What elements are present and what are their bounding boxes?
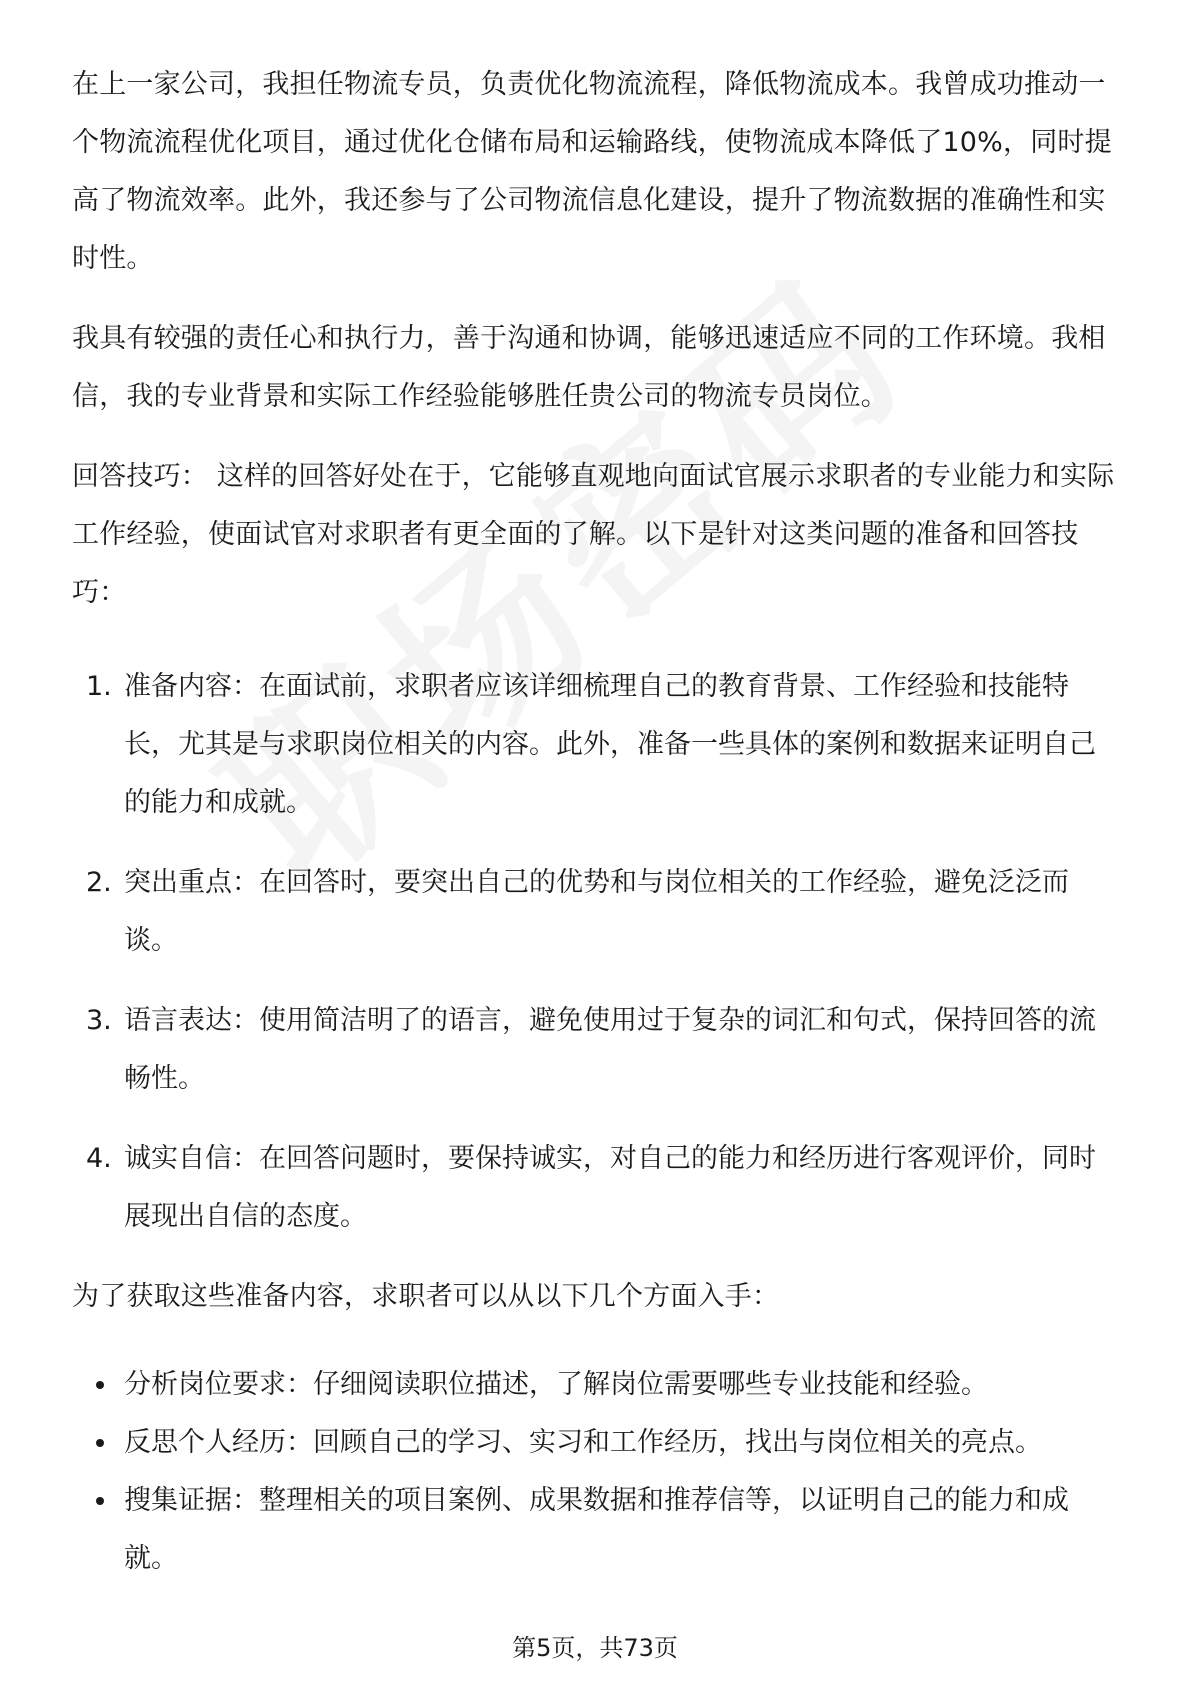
bullet-dot-icon xyxy=(96,1381,104,1389)
list-item-text: 诚实自信：在回答问题时，要保持诚实，对自己的能力和经历进行客观评价，同时展现出自信的态度。 xyxy=(124,1143,1096,1232)
list-number: 1. xyxy=(86,671,112,702)
paragraph-self-assessment: 我具有较强的责任心和执行力，善于沟通和协调，能够迅速适应不同的工作环境。我相信，我的专业背景和实际工作经验能够胜任贵公司的物流专员岗位。 xyxy=(72,323,1106,412)
list-item-text: 语言表达：使用简洁明了的语言，避免使用过于复杂的词汇和句式，保持回答的流畅性。 xyxy=(124,1005,1096,1094)
list-item-text: 分析岗位要求：仔细阅读职位描述，了解岗位需要哪些专业技能和经验。 xyxy=(124,1369,988,1400)
list-item-text: 突出重点：在回答时，要突出自己的优势和与岗位相关的工作经验，避免泛泛而谈。 xyxy=(124,867,1069,956)
bullet-dot-icon xyxy=(96,1497,104,1505)
list-item-text: 准备内容：在面试前，求职者应该详细梳理自己的教育背景、工作经验和技能特长，尤其是与求职岗位相关的内容。此外，准备一些具体的案例和数据来证明自己的能力和成就。 xyxy=(124,671,1096,818)
list-item xyxy=(72,658,1122,832)
bullet-dot-icon xyxy=(96,1439,104,1447)
list-item xyxy=(72,1130,1122,1246)
paragraph-answer-tips: 回答技巧： 这样的回答好处在于，它能够直观地向面试官展示求职者的专业能力和实际工作经验，使面试官对求职者有更全面的了解。以下是针对这类问题的准备和回答技巧： xyxy=(72,461,1115,608)
list-item xyxy=(72,1414,1122,1472)
sources-list xyxy=(72,1356,1122,1588)
page-number: 第5页，共73页 xyxy=(512,1634,678,1662)
list-item-text: 反思个人经历：回顾自己的学习、实习和工作经历，找出与岗位相关的亮点。 xyxy=(124,1427,1042,1458)
tips-list xyxy=(72,658,1122,1246)
list-item xyxy=(72,1356,1122,1414)
list-item xyxy=(72,854,1122,970)
list-item xyxy=(72,1472,1122,1588)
list-item-text: 搜集证据：整理相关的项目案例、成果数据和推荐信等，以证明自己的能力和成就。 xyxy=(124,1485,1069,1574)
paragraph-intro-sources: 为了获取这些准备内容，求职者可以从以下几个方面入手： xyxy=(72,1281,780,1312)
list-number: 2. xyxy=(86,867,112,898)
paragraph-experience: 在上一家公司，我担任物流专员，负责优化物流流程，降低物流成本。我曾成功推动一个物流流程优化项目，通过优化仓储布局和运输路线，使物流成本降低了10%，同时提高了物流效率。此外，我还参与了公司物流信息化建设，提升了物流数据的准确性和实时性。 xyxy=(72,69,1112,274)
list-number: 3. xyxy=(86,1005,112,1036)
list-number: 4. xyxy=(86,1143,112,1174)
list-item xyxy=(72,992,1122,1108)
page-content xyxy=(72,56,1122,1588)
